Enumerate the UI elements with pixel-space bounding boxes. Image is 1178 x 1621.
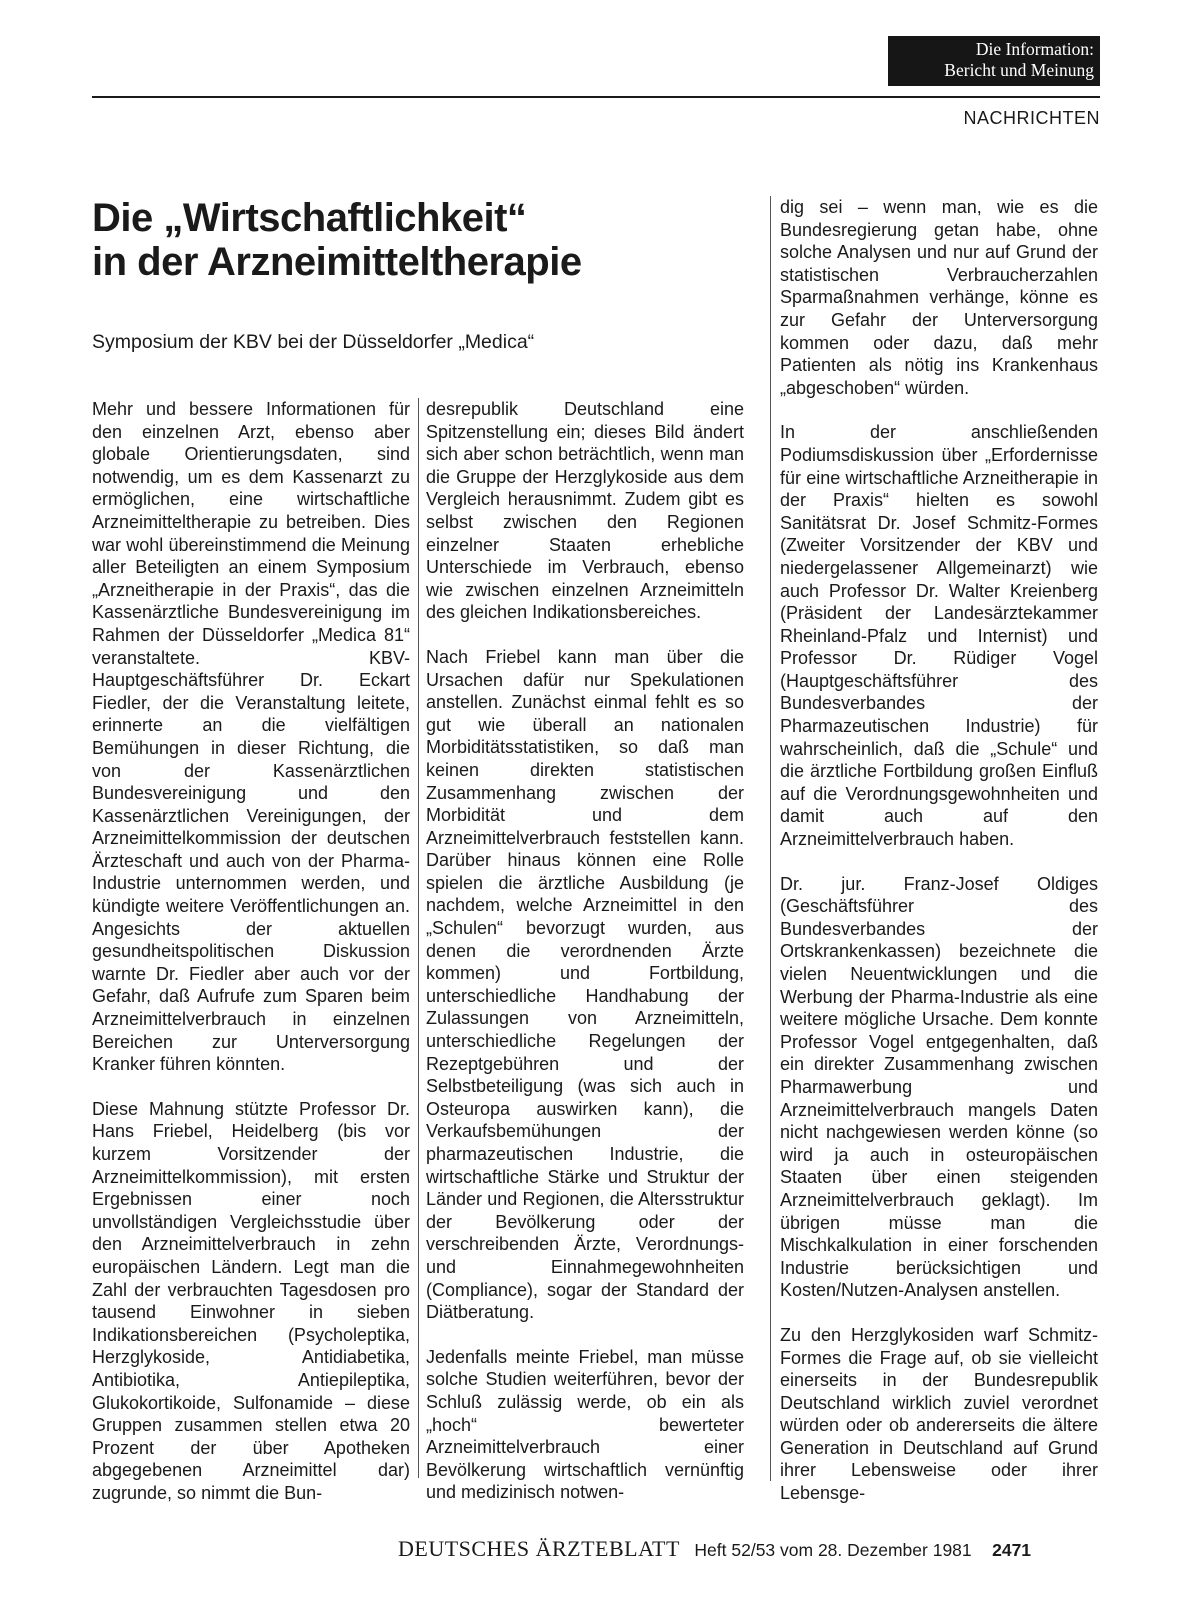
paragraph: Nach Friebel kann man über die Ursachen dafür nur Spekulationen anstellen. Zunächst einmal fehlt es so gut wie überall an nationalen Morbiditätsstatistiken, so daß man keinen direkten statistischen Zusammenhang zwischen der Morbidität und dem Arzneimittelverbrauch feststellen kann. Darüber hinaus können eine Rolle spielen die ärztliche Ausbildung (je nachdem, welche Arzneimittel in den „Schulen“ bevorzugt wurden, aus denen die verordnenden Ärzte kommen) und Fortbildung, unterschiedliche Handhabung der Zulassungen von Arzneimitteln, unterschiedliche Regelungen der Rezeptgebühren und der Selbstbeteiligung (was sich auch in Osteuropa auswirken kann), die Verkaufsbemühungen der pharmazeutischen Industrie, die wirtschaftliche Stärke und Struktur der Länder und Regionen, die Altersstruktur der Bevölkerung oder der verschreibenden Ärzte, Verordnungs- und Einnahmegewohnheiten (Compliance), sogar der Standard der Diätberatung. [426, 646, 744, 1323]
article-title-line1: Die „Wirtschaftlichkeit“ [92, 196, 527, 240]
article-subtitle: Symposium der KBV bei der Düsseldorfer „Medica“ [92, 331, 535, 353]
column-1 [92, 398, 410, 1527]
section-badge-line2: Bericht und Meinung [944, 60, 1094, 80]
section-badge [888, 36, 1100, 86]
column-2 [426, 398, 744, 1526]
column-divider [770, 196, 771, 1481]
journal-name: DEUTSCHES ÄRZTEBLATT [398, 1536, 680, 1561]
column-3 [780, 196, 1098, 1527]
page-footer [398, 1536, 1100, 1566]
paragraph: Zu den Herzglykosiden warf Schmitz-Formes die Frage auf, ob sie vielleicht einerseits in der Bundesrepublik Deutschland wirklich zuviel verordnet würden oder ob andererseits die ältere Generation in Deutschland auf Grund ihrer Lebensweise oder ihrer Lebensge- [780, 1324, 1098, 1504]
paragraph: Mehr und bessere Informationen für den einzelnen Arzt, ebenso aber globale Orientierungsdaten, sind notwendig, um es dem Kassenarzt zu ermöglichen, eine wirtschaftliche Arzneimitteltherapie zu betreiben. Dies war wohl übereinstimmend die Meinung aller Beteiligten an einem Symposium „Arzneitherapie in der Praxis“, das die Kassenärztliche Bundesvereinigung im Rahmen der Düsseldorfer „Medica 81“ veranstaltete. KBV-Hauptgeschäftsführer Dr. Eckart Fiedler, der die Veranstaltung leitete, erinnerte an die vielfältigen Bemühungen in dieser Richtung, die von der Kassenärztlichen Bundesvereinigung und den Kassenärztlichen Vereinigungen, der Arzneimittelkommission der deutschen Ärzteschaft und auch von der Pharma-Industrie unternommen werden, und kündigte weitere Veröffentlichungen an. Angesichts der aktuellen gesundheitspolitischen Diskussion warnte Dr. Fiedler aber auch vor der Gefahr, daß Aufrufe zum Sparen beim Arzneimittelverbrauch in einzelnen Bereichen zur Unterversorgung Kranker führen könnten. [92, 399, 410, 1075]
paragraph: Jedenfalls meinte Friebel, man müsse solche Studien weiterführen, bevor der Schluß zulässig werde, ob ein als „hoch“ bewerteter Arzneimittelverbrauch einer Bevölkerung wirtschaftlich vernünftig und medizinisch notwen- [426, 1346, 744, 1503]
issue-info: Heft 52/53 vom 28. Dezember 1981 [694, 1540, 972, 1560]
paragraph: desrepublik Deutschland eine Spitzenstellung ein; dieses Bild ändert sich aber schon beträchtlich, wenn man die Gruppe der Herzglykoside aus dem Vergleich herausnimmt. Zudem gibt es selbst zwischen den Regionen einzelner Staaten erhebliche Unterschiede im Verbrauch, ebenso wie zwischen einzelnen Arzneimitteln des gleichen Indikationsbereiches. [426, 399, 744, 623]
rubric: NACHRICHTEN [963, 108, 1100, 128]
paragraph: In der anschließenden Podiumsdiskussion über „Erfordernisse für eine wirtschaftliche Arzneitherapie in der Praxis“ hielten es sowohl Sanitätsrat Dr. Josef Schmitz-Formes (Zweiter Vorsitzender der KBV und niedergelassener Allgemeinarzt) wie auch Professor Dr. Walter Kreienberg (Präsident der Landesärztekammer Rheinland-Pfalz und Internist) und Professor Dr. Rüdiger Vogel (Hauptgeschäftsführer des Bundesverbandes der Pharmazeutischen Industrie) für wahrscheinlich, daß die „Schule“ und die ärztliche Fortbildung großen Einfluß auf die Verordnungsgewohnheiten und damit auch auf den Arzneimittelverbrauch haben. [780, 422, 1098, 850]
page-number: 2471 [992, 1540, 1032, 1560]
top-rule [92, 96, 1100, 98]
article-title-line2: in der Arzneimitteltherapie [92, 240, 582, 284]
paragraph: dig sei – wenn man, wie es die Bundesregierung getan habe, ohne solche Analysen und nur auf Grund der statistischen Verbraucherzahlen Sparmaßnahmen verhänge, könne es zur Gefahr der Unterversorgung kommen oder dazu, daß mehr Patienten als nötig ins Krankenhaus „abgeschoben“ würden. [780, 197, 1098, 398]
paragraph: Dr. jur. Franz-Josef Oldiges (Geschäftsführer des Bundesverbandes der Ortskrankenkassen) bezeichnete die vielen Neuentwicklungen und die Werbung der Pharma-Industrie als eine weitere mögliche Ursache. Dem konnte Professor Vogel entgegenhalten, daß ein direkter Zusammenhang zwischen Pharmawerbung und Arzneimittelverbrauch mangels Daten nicht nachgewiesen werden könne (so wird ja auch in osteuropäischen Staaten über einen steigenden Arzneimittelverbrauch geklagt). Im übrigen müsse man die Mischkalkulation in einer forschenden Industrie berücksichtigen und Kosten/Nutzen-Analysen anstellen. [780, 873, 1098, 1301]
section-badge-line1: Die Information: [975, 39, 1094, 59]
column-divider [418, 398, 419, 1478]
paragraph: Diese Mahnung stützte Professor Dr. Hans Friebel, Heidelberg (bis vor kurzem Vorsitzender der Arzneimittelkommission), mit ersten Ergebnissen einer noch unvollständigen Vergleichsstudie über den Arzneimittelverbrauch in zehn europäischen Ländern. Legt man die Zahl der verbrauchten Tagesdosen pro tausend Einwohner in sieben Indikationsbereichen (Psycholeptika, Herzglykoside, Antidiabetika, Antibiotika, Antiepileptika, Glukokortikoide, Sulfonamide – diese Gruppen zusammen stellen etwa 20 Prozent der über Apotheken abgegebenen Arzneimittel dar) zugrunde, so nimmt die Bun- [92, 1098, 410, 1503]
article-title [92, 196, 652, 284]
